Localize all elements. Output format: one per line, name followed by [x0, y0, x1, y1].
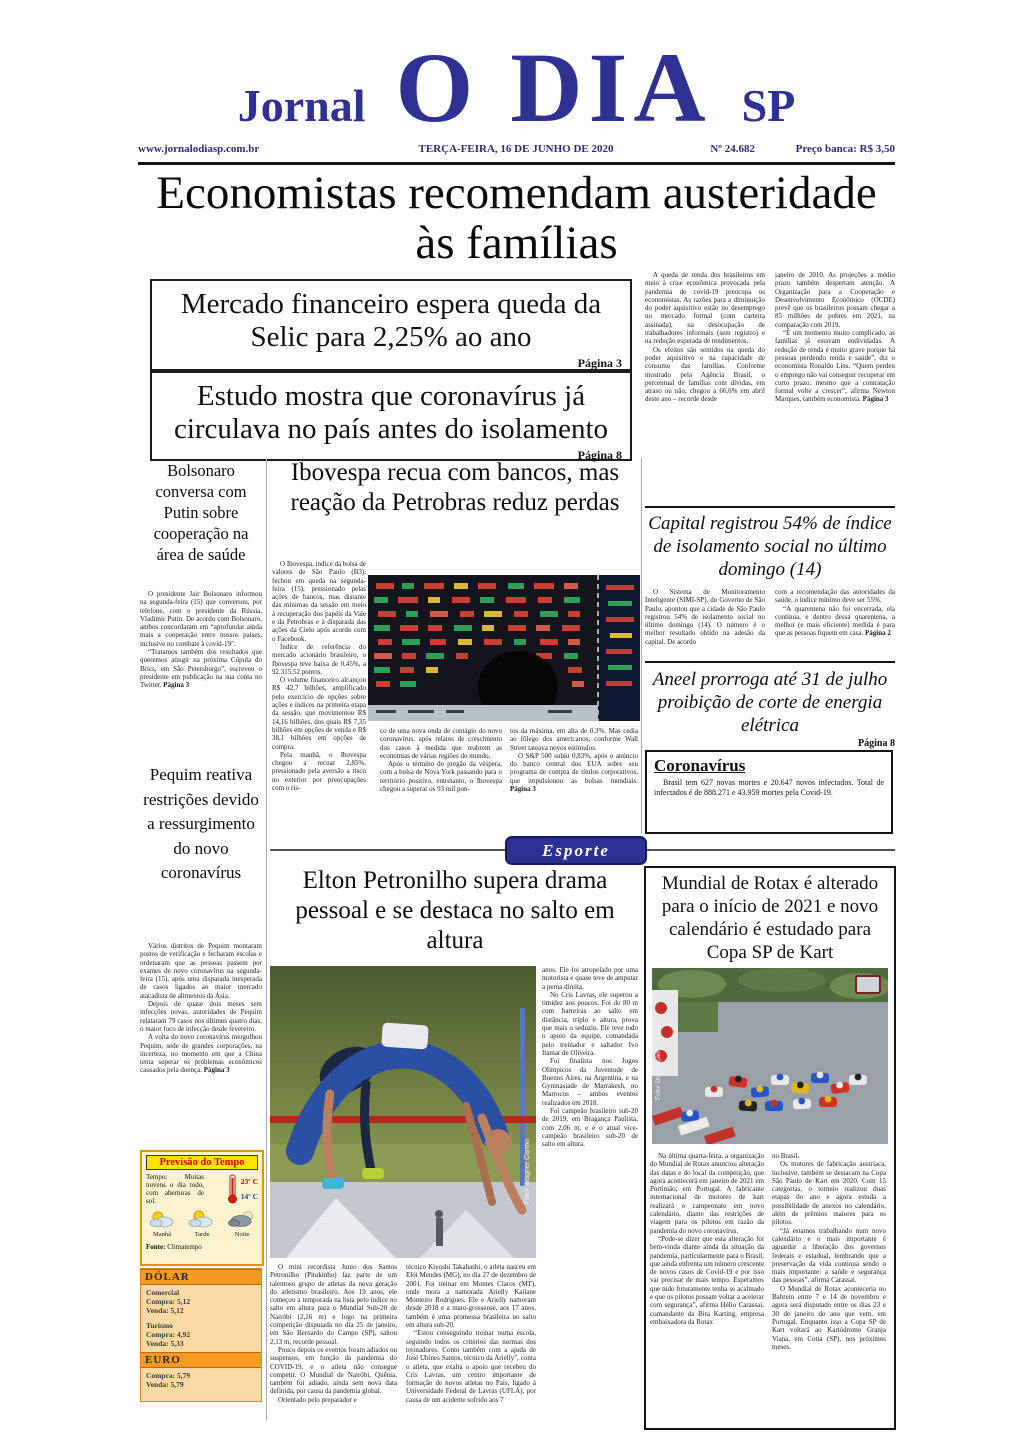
photo-credit: Foto/ Wagner Carmo	[524, 1138, 531, 1204]
period-label: Tarde	[194, 1231, 210, 1238]
currency-value: Venda: 5,33	[146, 1339, 184, 1348]
aneel-headline: Aneel prorroga até 31 de julho proibição de corte de energia elétrica	[652, 669, 888, 736]
page-ref: Página 3	[577, 356, 622, 370]
weather-period-afternoon	[188, 1210, 216, 1238]
masthead-title: O DIA	[395, 32, 712, 143]
masthead-prefix: Jornal	[237, 80, 366, 131]
ibovespa-col3	[510, 727, 638, 833]
athletics-headline: Elton Petronilho supera drama pessoal e se destaca no salto em altura	[295, 867, 615, 954]
paragraph: co de uma nova onda de contágio do novo coronavírus, após relatos de crescimento dos casos à medida que reabrem as economias de várias regiões do mundo.	[380, 727, 502, 760]
period-label: Noite	[234, 1231, 250, 1238]
paragraph: “É um momento muito complicado, as famílias já estavam endividadas. A redução de renda é muito grave porque há pessoas perdendo renda e saúde”, diz o economista Ronaldo Lins. “Quem perdeu o emprego não vai conseguir recuperar em curto prazo, mesmo que a contratação formal volte a crescer”, afirma Newton Marques, também economista. Página 3	[775, 329, 895, 404]
pequim-body	[140, 942, 262, 1142]
boxed-headline-coronavirus	[150, 371, 632, 461]
euro-header: EURO	[141, 1352, 261, 1368]
bolsonaro-body	[140, 590, 262, 758]
paragraph: técnico Kiyoshi Takahashi, o atleta nasceu em Elói Mendes (MG), no dia 27 de dezembro de 2001. Foi treinar em Montes Claros (MT), onde mora a namorada Arielly Kailane Monteiro Rodrigues. Ele e Arielly namoram desde 2018 e a mato-grossense, aos 17 anos, também é uma promessa brasileira no salto em altura sub-20.	[406, 1263, 536, 1330]
info-bar	[138, 140, 895, 160]
currency-value: Compra: 4,92	[146, 1330, 191, 1339]
stock-board-photo	[368, 575, 640, 721]
page-ref: Página 3	[862, 395, 889, 404]
page-ref: Página 3	[510, 785, 536, 794]
main-headline: Economistas recomendam austeridade às famílias	[156, 167, 877, 269]
paragraph: no Brasil.	[772, 1152, 800, 1160]
paragraph: Foi campeão brasileiro sub-20 de 2019, em Bragança Paulista, com 2,06 m, e é o atual vice-campeão brasileiro sub-20 de salto em altura.	[542, 1107, 638, 1149]
paragraph: No Cris Lavras, ele superou a timidez aos poucos. Foi do 80 m com barreiras ao salto em distância, triplo e altura, prova que mais o seduziu. Ele teve todo o apoio da equipe, comandada pelo treinador e saltador Ivo Itamar de Oliveira.	[542, 990, 638, 1057]
sun-cloud-icon	[188, 1210, 216, 1228]
temp-max: 23º C	[240, 1177, 258, 1186]
page-ref: Página 3	[203, 1066, 230, 1075]
masthead-region: SP	[741, 80, 796, 131]
kart-race-photo	[652, 968, 888, 1144]
bolsonaro-headline: Bolsonaro conversa com Putin sobre cooperação na área de saúde	[153, 461, 249, 564]
currency-value: Compra: 5,12	[146, 1297, 191, 1306]
currency-label: Turismo	[146, 1321, 173, 1330]
kart-headline: Mundial de Rotax é alterado para o início de 2021 e novo calendário é estudado para Copa SP de Kart	[661, 873, 879, 963]
page-ref: Página 3	[163, 681, 190, 690]
paragraph: O Sistema de Monitoramento Inteligente (SIMI-SP), do Governo de São Paulo, apontou que a cidade de São Paulo registrou 54% de isolamento social no último domingo (14). O número é o melhor resultado obtido na adesão da capital. De acordo	[645, 588, 765, 646]
paragraph: Foi finalista nos Jogos Olímpicos da Juventude de Buenos Aires, na Argentina, e na Gymnasiade de Marrakesh, no Marrocos – ambos eventos realizados em 2018.	[542, 1057, 638, 1107]
paragraph: Após o término do pregão da véspera, com a bolsa de Nova York passando para o território positivo, entretanto, o Ibovespa chegou a superar os 93 mil pon-	[380, 760, 502, 794]
coronavirus-title: Coronavírus	[654, 756, 746, 775]
paragraph: “A quarentena não foi encerrada, ela continua, e dentro dessa quarentena, a melhor (e mais eficiente) medida é para que as pessoas fiquem em casa. Página 2	[775, 604, 895, 638]
temp-min: 14º C	[240, 1192, 258, 1201]
paragraph: A queda de renda dos brasileiros em meio à crise econômica provocada pela pandemia de covid-19 preocupa os economistas. As razões para a diminuição do poder aquisitivo estão no desemprego no mercado formal (com carteira assinada), na desocupação de trabalhadores informais (sem registro) e na redução esperada de rendimentos.	[645, 271, 765, 346]
page-ref: Página 8	[858, 738, 895, 749]
kart-col2	[772, 1152, 886, 1424]
period-label: Manhã	[152, 1231, 172, 1238]
paragraph: O Mundial de Rotax aconteceria no Bahrein entre 7 e 14 de novembro e agora será disputado entre os dias 23 e 30 de janeiro do ano que vem, em Portugal. Enquanto isso a Copa SP de Kart voltará ao Kartódromo Granja Viana, em Cotia (SP), nos próximos meses.	[772, 1284, 886, 1351]
headline-text: Mercado financeiro espera queda da Selic para 2,25% ao ano	[180, 288, 602, 353]
athletics-col1	[270, 1263, 397, 1421]
paragraph: Depois de quase dois meses sem infecções novas, autoridades de Pequim relataram 79 casos nos últimos quatro dias, o maior foco de infecção desde fevereiro.	[140, 1000, 262, 1033]
edition-date: TERÇA-FEIRA, 16 DE JUNHO DE 2020	[418, 143, 614, 155]
sun-cloud-icon	[148, 1210, 176, 1228]
paragraph: Os motores de fabricação austríaca, inclusive, também se destacam na Copa São Paulo de Kart em 2020. Com 15 categorias, o torneio realizou duas etapas do ano e agora estuda a possibilidade de anexos no calendário, além de prêmios maiores para os pilotos.	[772, 1160, 886, 1227]
weather-source: Fonte: Climatempo	[146, 1243, 202, 1251]
paragraph: “Estou conseguindo treinar numa escola, seguindo todos os critérios das normas dos treinadores. Conto também com a ajuda de José Ubines Santos, técnico da Arielly”, conta o atleta, que exalta o apoio que recebeu do Cris Lavras, um centro importante de formação de novos atletas no País, ligado à Universidade Federal de Lavras (UFLA), por causa de um acidente sofrido aos 7	[406, 1329, 536, 1404]
capital-col2	[775, 588, 895, 658]
paragraph: com a recomendação das autoridades da saúde, o índice mínimo deve ser 55%.	[775, 588, 895, 605]
capital-headline: Capital registrou 54% de índice de isolamento social no último domingo (14)	[648, 513, 892, 580]
ibovespa-col1	[272, 560, 366, 833]
page-ref: Página 2	[865, 629, 891, 638]
headline-text: Estudo mostra que coronavírus já circulava no país antes do isolamento	[173, 380, 609, 445]
paragraph: “Tratamos também dos resultados que queremos atingir na próxima Cúpula do Brics, em São Petersburgo”, escreveu o presidente em publicação na sua conta no Twitter. Página 3	[140, 648, 262, 690]
paragraph: Pouco depois os eventos foram adiados ou suspensos, em função da pandemia do COVID-19, e o atleta não consegue competir. O Mundial de Nairóbi, Quênia, também foi adiado, ainda sem nova data definida, por causa da pandemia global.	[270, 1345, 397, 1396]
weather-title: Previsão do Tempo	[146, 1155, 258, 1170]
paragraph: O presidente Jair Bolsonaro informou na segunda-feira (15) que conversou, por telefone, com o presidente da Rússia, Vladimir Putin. De acordo com Bolsonaro, ambos concordaram em “aprofundar ainda mais a cooperação entre nossos países, inclusive no combate à covid-19”.	[140, 590, 262, 648]
paragraph: “Já estamos trabalhando num novo calendário e o mais importante é aguardar a liberação dos governos federais e estadual, lembrando que a preservação da vida continua sendo o mais importante: a saúde e segurança das pessoas”, afirma Carassai.	[772, 1226, 886, 1285]
weather-forecast: Tempo: Muitas nuvens o dia todo, com aberturas de sol.	[146, 1173, 204, 1205]
weather-period-morning	[148, 1210, 176, 1238]
coronavirus-box	[645, 750, 893, 834]
paragraph: tos da máxima, em alta de 0,3%. Mas cedia ao fôlego dos americanos, conforme Wall Street tateava novos estímulos.	[510, 727, 638, 752]
athletics-col2	[406, 1263, 536, 1421]
ibovespa-col2	[380, 727, 502, 833]
currency-label: Comercial	[146, 1288, 180, 1297]
coronavirus-text: Brasil tem 627 novas mortes e 20.647 novos infectados. Total de infectados é de 888.271 e 43.959 mortes pela Covid-19.	[654, 778, 884, 797]
paragraph: O S&P 500 subiu 0,83%, após o anúncio do banco central dos EUA sobre seu programa de compra de títulos corporativos, que impulsionou as bolsas mundiais. Página 3	[510, 751, 638, 794]
paragraph: Na última quarta-feira, a organização do Mundial de Rotax anunciou alteração das datas e do local da competição, que agora acontecerá em janeiro de 2021 em Portimão, em Portugal. A fabricante internacional de motores de kart realizará o campeonato em novo calendário, diante das restrições de viagem para os pilotos em razão da pandemia do novo coronavírus.	[650, 1152, 764, 1235]
currency-value: Venda: 5,79	[146, 1380, 184, 1389]
paragraph: O Ibovespa, índice da bolsa de valores de São Paulo (B3), fechou em queda na segunda-feira (15), pressionado pelas ações de bancos, mas distante das mínimas da sessão em meio à recuperação dos papéis da Vale e da Petrobras e à disparada das ações da Cielo após acordo com o Facebook.	[272, 560, 366, 643]
kart-col1	[650, 1152, 764, 1424]
lead-article-col1	[645, 271, 765, 503]
high-jump-photo	[270, 966, 536, 1258]
capital-col1	[645, 588, 765, 658]
kart-article-box	[644, 866, 896, 1430]
paragraph: Índice de referência do mercado acionário brasileiro, o Ibovespa teve baixa de 0,45%, a 92.315,52 pontos.	[272, 642, 366, 676]
dolar-header: DÓLAR	[141, 1269, 261, 1285]
paragraph: Vários distritos de Pequim montaram postos de verificação e fecharam escolas e ordenaram que as pessoas passem por exames de novo coronavírus na segunda-feira (15), após uma disparada inesperada de casos ligados ao maior mercado atacadista de alimentos da Ásia.	[140, 942, 262, 1000]
night-cloud-icon	[228, 1210, 256, 1228]
masthead	[138, 30, 895, 145]
paragraph: Os efeitos são sentidos na queda do poder aquisitivo e na capacidade de consumo das famílias. Conforme mostrado pela Agência Brasil, o percentual de famílias com dívidas, em atraso ou não, chegou a 66,6% em abril deste ano – recorde desde	[645, 345, 765, 404]
weather-period-night	[228, 1210, 256, 1238]
section-rule	[645, 506, 895, 508]
paragraph: anos. Ele foi atropelado por uma motorista e quase teve de amputar a perna direita.	[542, 966, 638, 991]
ibovespa-headline: Ibovespa recua com bancos, mas reação da Petrobras reduz perdas	[290, 459, 620, 516]
paragraph: Orientado pelo preparador e	[278, 1395, 357, 1404]
site-url: www.jornalodiasp.com.br	[138, 143, 260, 155]
boxed-headline-selic	[150, 279, 632, 371]
masthead-rule	[138, 162, 895, 165]
column-separator	[641, 458, 642, 833]
section-rule	[645, 661, 895, 663]
esporte-badge: Esporte	[505, 836, 647, 865]
pequim-headline: Pequim reativa restrições devido a ressurgimento do novo coronavírus	[143, 765, 259, 882]
currency-value: Compra: 5,79	[146, 1371, 191, 1380]
paragraph: Pela manhã, o Ibovespa chegou a recuar 2,85%, pressionado pela aversão a risco no exterior por preocupações com o ris-	[272, 750, 366, 793]
lead-article-col2	[775, 271, 895, 503]
edition-number: Nº 24.682	[710, 143, 755, 155]
thermometer-icon	[227, 1174, 238, 1204]
paragraph: “Pode-se dizer que esta alteração foi bem-vinda diante ainda da situação da pandemia, particularmente para o Brasil, que ainda enfrenta um número crescente de novos casos de Covid-19 e por isso vai precisar de mais tempo. Esperamos que tudo futuramente tenha se acalmado e que os pilotos possam voltar a acelerar com segurança”, afirma Hélio Carassai, comandante da Bira Karting, empresa embaixadora da Rotax	[650, 1234, 764, 1326]
paragraph: O mini recordista Junio dos Santos Petronilho (Pitukinho) faz parte de um talentoso grupo de atletas da nova geração do atletismo brasileiro. Aos 19 anos, ele começou a temporada na lista pelo índice no salto em altura para o Mundial Sub-20 de Nairóbi (2,16 m) e logo na primeira competição disputada no dia 25 de janeiro, em São Bernardo do Campo (SP), saltou 2,13 m, recorde pessoal.	[270, 1263, 397, 1346]
currency-value: Venda: 5,12	[146, 1306, 184, 1315]
athletics-side-col	[542, 966, 638, 1422]
paragraph: janeiro de 2010. As projeções a médio prazo também despertam atenção. A Organização para a Cooperação e Desenvolvimento Econômico (OCDE) prevê que os brasileiros possam chegar a 85 milhões de pobres em 2021, na comparação com 2019.	[775, 271, 895, 329]
page-ref: Página 8	[577, 448, 622, 462]
column-separator	[266, 458, 267, 1420]
photo-credit: Foto/ Divulgação	[655, 1051, 662, 1100]
price: Preço banca: R$ 3,50	[795, 143, 895, 155]
currency-box	[140, 1268, 262, 1402]
weather-box	[140, 1150, 264, 1266]
paragraph: O volume financeiro alcançou R$ 42,7 bilhões, amplificado pelo exercício de opções sobre ações e índices na primeira etapa da sessão, que movimentou R$ 14,16 bilhões, dos quais R$ 7,35 bilhões em opções de venda e R$ 38,1 bilhões em opções de compra.	[272, 676, 366, 751]
paragraph: A volta do novo coronavírus mergulhou Pequim, sede de grandes corporações, na incerteza, no momento em que a China tenta superar os problemas econômicos causados pela doença. Página 3	[140, 1033, 262, 1075]
